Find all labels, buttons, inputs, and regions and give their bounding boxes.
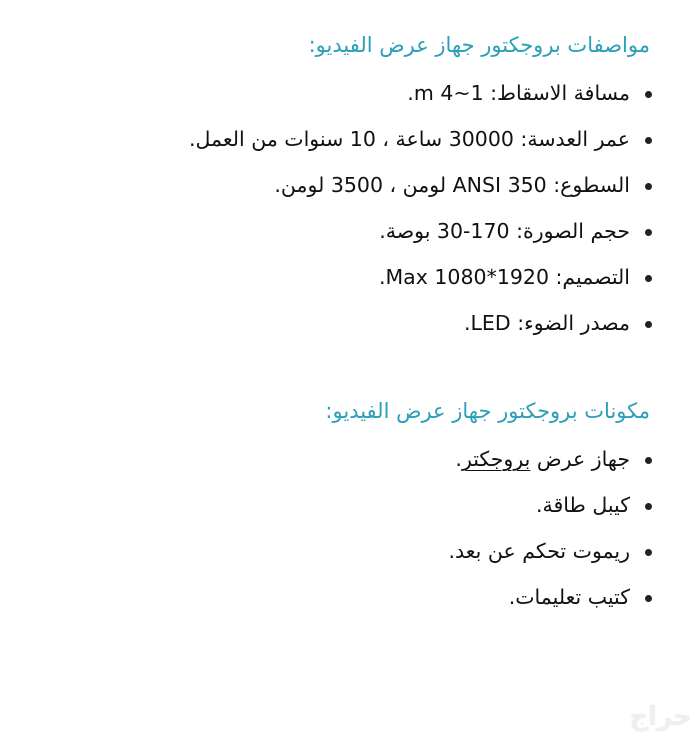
list-item: عمر العدسة: 30000 ساعة ، 10 سنوات من العمل. [189,116,650,162]
list-item: كيبل طاقة. [325,482,650,528]
list-item: التصميم: 1920*1080 Max. [189,254,650,300]
item-prefix: جهاز عرض [530,447,630,471]
list-item: مسافة الاسقاط: 1~4 m. [189,70,650,116]
list-item: ريموت تحكم عن بعد. [325,528,650,574]
components-heading: مكونات بروجكتور جهاز عرض الفيديو: [325,399,650,423]
specs-section [189,30,650,346]
components-list [325,436,650,620]
list-item: مصدر الضوء: LED. [189,300,650,346]
list-item: كتيب تعليمات. [325,574,650,620]
components-section [325,396,650,620]
item-suffix: . [455,447,462,471]
watermark-logo: حراج [629,702,692,732]
list-item: حجم الصورة: 170-30 بوصة. [189,208,650,254]
underlined-word: بروجكتر [461,447,531,471]
specs-heading: مواصفات بروجكتور جهاز عرض الفيديو: [308,33,650,57]
list-item [325,436,650,482]
specs-list [189,70,650,346]
list-item: السطوع: 350 ANSI لومن ، 3500 لومن. [189,162,650,208]
